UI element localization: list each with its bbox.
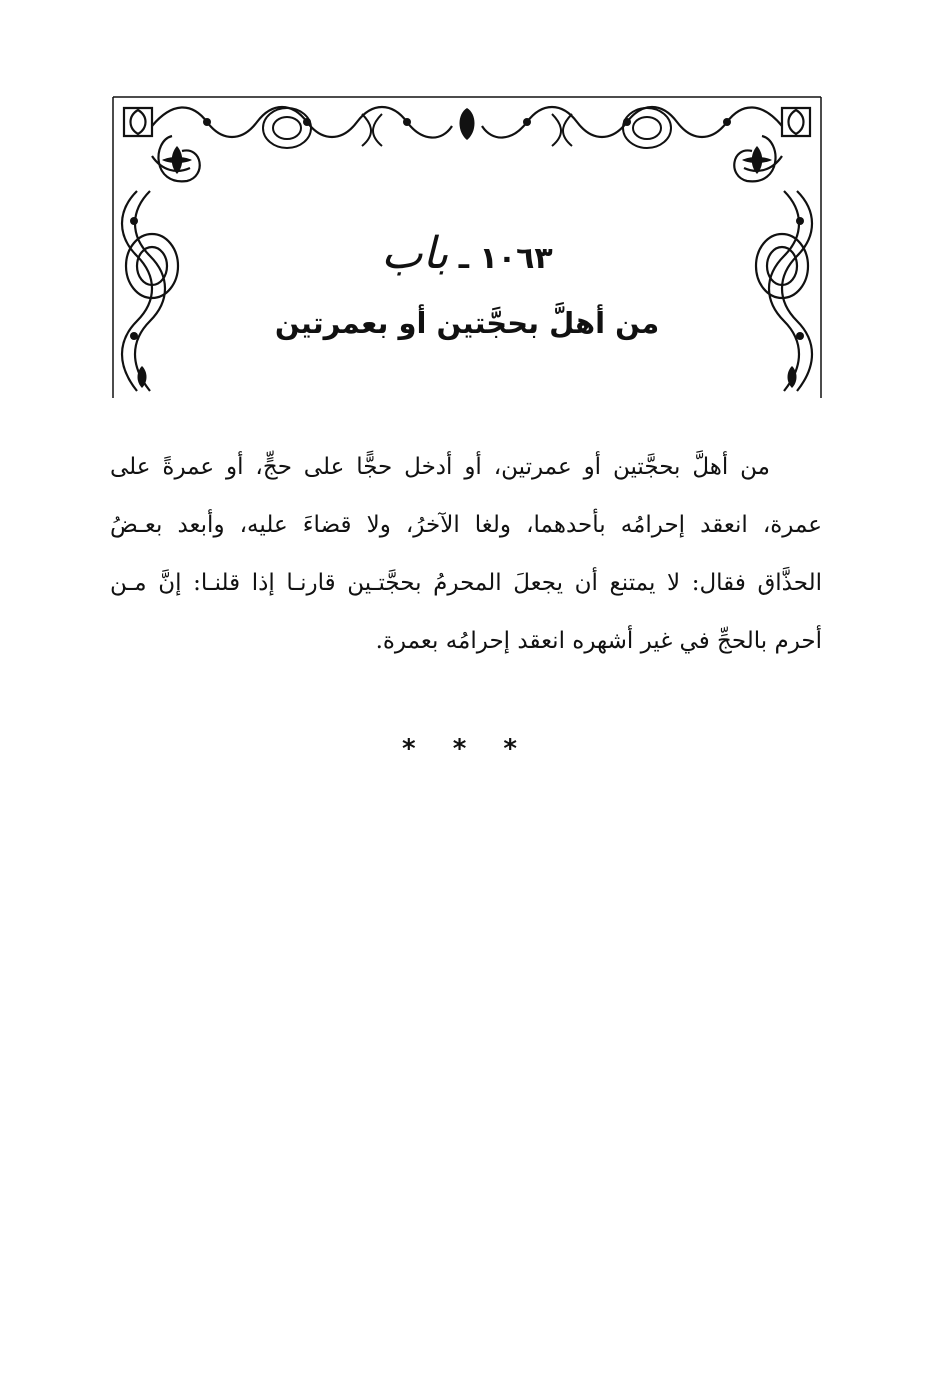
chapter-number: ١٠٦٣ [479,241,553,276]
section-divider: * * * [402,734,531,764]
chapter-word: باب [381,228,449,279]
paragraph-line: أحرم بالحجِّ في غير أشهره انعقد إحرامُه بعمرة. [375,628,822,654]
paragraph-line: من أهلَّ بحجَّتين أو عمرتين، أو أدخل حجًّا على حجٍّ، أو عمرةً على [110,454,770,480]
paragraph-line: الحذَّاق فقال: لا يمتنع أن يجعلَ المحرمُ بحجَّتـين قارنـا إذا قلنـا: إنَّ مـن [110,570,822,596]
chapter-title: من أهلَّ بحجَّتين أو بعمرتين [274,306,660,340]
chapter-separator: ـ [458,241,470,276]
paragraph-line: عمرة، انعقد إحرامُه بأحدهما، ولغا الآخرُ، ولا قضاءَ عليه، وأبعد بعـضُ [110,512,822,538]
body-paragraph [110,438,822,670]
chapter-heading [112,228,822,279]
